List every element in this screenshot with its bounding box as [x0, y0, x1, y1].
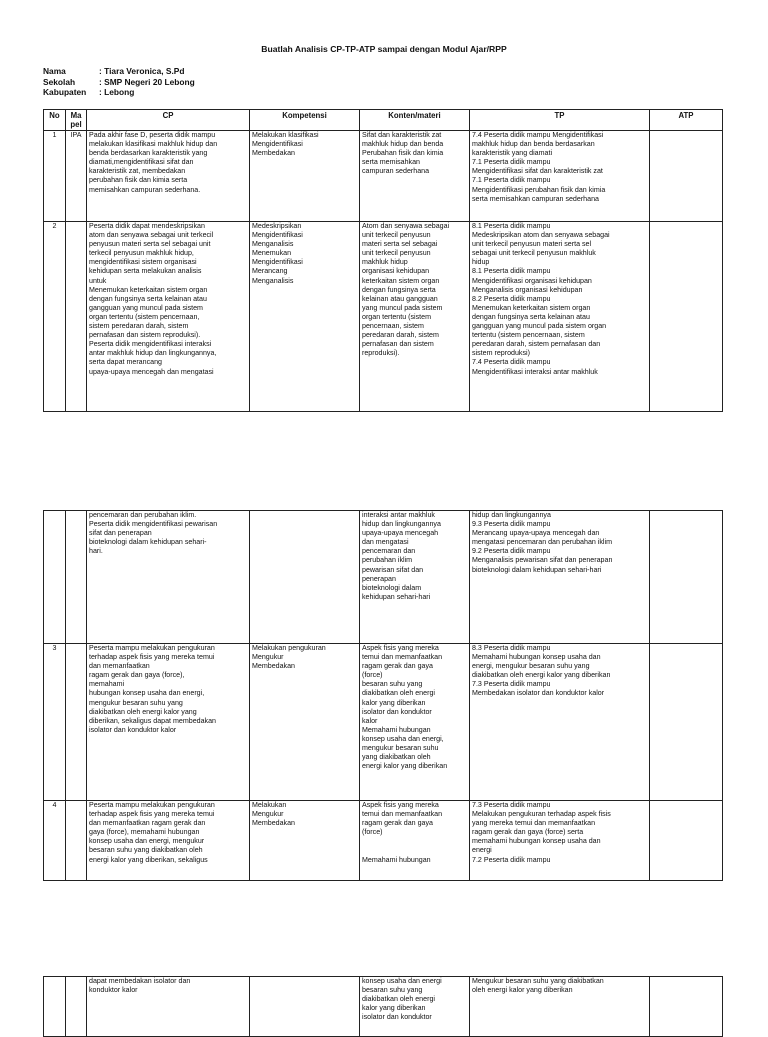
cell-text-line: kehidupan serta melakukan analisis	[89, 267, 202, 276]
cell-text-line: Memahami hubungan	[362, 855, 431, 864]
cell-text-line: kalor	[362, 716, 378, 725]
cell-atp	[650, 222, 723, 412]
cell-text-line: Membedakan	[252, 662, 295, 671]
cell-text-line: peredaran darah, sistem	[362, 331, 439, 340]
identity-row-name	[43, 66, 195, 77]
cell-text-line: interaksi antar makhluk	[362, 511, 435, 519]
cell-text-line: memahami hubungan konsep usaha dan	[472, 837, 601, 846]
cell-text-line: kehidupan sehari-hari	[362, 592, 431, 601]
cell-text-line	[362, 837, 467, 846]
cell-text-line: mengukur besaran suhu yang	[89, 698, 183, 707]
cell-text-line: unit terkecil penyusun materi serta sel	[472, 240, 592, 249]
cell-text-line: tertentu (sistem pencernaan, sistem	[472, 331, 585, 340]
cell-text-line: pernafasan dan sistem reproduksi).	[89, 331, 201, 340]
cell-text-line: serta memisahkan campuran sederhana	[472, 194, 599, 203]
identity-label: Nama	[43, 66, 66, 76]
table-header-row	[44, 110, 723, 131]
cell-text-line: sifat dan penerapan	[89, 529, 152, 538]
cell-text-line: Aspek fisis yang mereka	[362, 644, 439, 652]
cell-text-line: Membedakan	[252, 819, 295, 828]
cell-tp	[470, 644, 650, 801]
cell-text-line: hubungan konsep usaha dan energi,	[89, 689, 205, 698]
cell-text-line: temui dan memanfaatkan	[362, 810, 443, 819]
cell-text-line: Peserta didik mengidentifikasi pewarisan	[89, 520, 218, 529]
cell-text-line: hari.	[89, 547, 103, 556]
cell-cp	[87, 222, 250, 412]
table-row	[44, 644, 723, 801]
analysis-table-page-3	[43, 976, 723, 1037]
cell-text-line: 7.2 Peserta didik mampu	[472, 855, 551, 864]
cell-text-line: diakibatkan oleh energi kalor yang	[89, 707, 197, 716]
cell-text-line: Mengidentifikasi	[252, 140, 303, 149]
cell-mapel	[66, 801, 87, 881]
cell-text-line: terhadap aspek fisis yang mereka temui	[89, 810, 215, 819]
cell-text-line: 8.3 Peserta didik mampu	[472, 644, 551, 652]
identity-value: : Tiara Veronica, S.Pd	[99, 66, 185, 76]
cell-text-line: konsep usaha dan energi,	[362, 734, 444, 743]
table-row	[44, 801, 723, 881]
cell-text-line: energi kalor yang diberikan	[362, 762, 448, 771]
identity-row-school	[43, 77, 195, 88]
cell-text-line: mengatasi pencemaran dan perubahan iklim	[472, 538, 612, 547]
cell-text-line: karakteristik zat, membedakan	[89, 167, 186, 176]
cell-text-line: campuran sederhana	[362, 167, 430, 176]
header-konten: Konten/materi	[360, 110, 470, 131]
cell-tp	[470, 131, 650, 222]
cell-text-line: gaya (force), memahami hubungan	[89, 828, 200, 837]
cell-text-line: ragam gerak dan gaya (force),	[89, 671, 185, 680]
cell-text-line: peredaran darah, sistem pernafasan dan	[472, 340, 601, 349]
cell-mapel	[66, 222, 87, 412]
cell-text-line: besaran suhu yang	[362, 986, 423, 995]
cell-text-line: 7.4 Peserta didik mampu	[472, 358, 551, 367]
cell-text-line: pewarisan sifat dan	[362, 565, 424, 574]
cell-text-line: Membedakan	[252, 149, 295, 158]
cell-text-line: unit terkecil penyusun	[362, 231, 431, 240]
cell-text-line: Menganalisis organisasi kehidupan	[472, 285, 583, 294]
cell-text-line: Peserta didik mengidentifikasi interaksi	[89, 340, 212, 349]
cell-konten	[360, 222, 470, 412]
analysis-table-page-1	[43, 109, 723, 412]
cell-text-line: 9.2 Peserta didik mampu	[472, 547, 551, 556]
cell-text-line: 7.1 Peserta didik mampu	[472, 176, 551, 185]
cell-text-line: Mengidentifikasi	[252, 258, 303, 267]
cell-text-line: Melakukan pengukuran terhadap aspek fisis	[472, 810, 611, 819]
cell-kompetensi	[250, 511, 360, 644]
cell-text-line: dan mengatasi	[362, 538, 409, 547]
cell-text-line: karakteristik yang diamati	[472, 149, 553, 158]
cell-tp	[470, 222, 650, 412]
cell-text-line: ragam gerak dan gaya	[362, 819, 433, 828]
cell-konten	[360, 644, 470, 801]
header-kompetensi: Kompetensi	[250, 110, 360, 131]
cell-kompetensi	[250, 131, 360, 222]
cell-text-line: yang muncul pada sistem	[362, 303, 443, 312]
cell-text-line: temui dan memanfaatkan	[362, 653, 443, 662]
cell-text-line: energi, mengukur besaran suhu yang	[472, 662, 590, 671]
cell-text-line: kalor yang diberikan	[362, 698, 426, 707]
cell-text-line: Mengidentifikasi perubahan fisik dan kimia	[472, 185, 606, 194]
identity-value: : Lebong	[99, 87, 135, 98]
cell-text-line: (force)	[362, 828, 383, 837]
cell-text-line: organ tertentu (sistem	[362, 312, 431, 321]
cell-text-line: Merancang upaya-upaya mencegah dan	[472, 529, 600, 538]
header-cp: CP	[87, 110, 250, 131]
cell-text-line: Mengidentifikasi organisasi kehidupan	[472, 276, 592, 285]
cell-text-line: unit terkecil penyusun	[362, 249, 431, 258]
cell-text-line: sebagai unit terkecil penyusun makhluk	[472, 249, 596, 258]
cell-text-line: Mengukur	[252, 810, 284, 819]
cell-kompetensi	[250, 801, 360, 881]
cell-text-line: Membedakan isolator dan konduktor kalor	[472, 689, 605, 698]
cell-text-line: upaya-upaya mencegah dan mengatasi	[89, 367, 214, 376]
cell-text-line: pencemaran dan perubahan iklim.	[89, 511, 197, 519]
cell-text-line: 8.1 Peserta didik mampu	[472, 222, 551, 230]
cell-text-line: oleh energi kalor yang diberikan	[472, 986, 573, 995]
cell-text-line: mengidentifikasi sistem organisasi	[89, 258, 197, 267]
cell-text-line: Medeskripsikan atom dan senyawa sebagai	[472, 231, 610, 240]
cell-cp	[87, 977, 250, 1037]
cell-mapel	[66, 977, 87, 1037]
cell-text-line: organ tertentu (sistem pencernaan,	[89, 312, 200, 321]
cell-text-line: hidup	[472, 258, 490, 267]
cell-text-line: dapat membedakan isolator dan	[89, 977, 191, 985]
cell-cp	[87, 644, 250, 801]
cell-text-line: isolator dan konduktor	[362, 1013, 432, 1022]
cell-text-line: diakibatkan oleh energi kalor yang diberikan	[472, 671, 611, 680]
cell-text-line: Mengidentifikasi	[252, 231, 303, 240]
cell-konten	[360, 977, 470, 1037]
cell-konten	[360, 131, 470, 222]
cell-text-line: Menganalisis	[252, 276, 294, 285]
cell-text-line: diakibatkan oleh energi	[362, 995, 435, 1004]
cell-text-line: sistem reproduksi)	[472, 349, 530, 358]
cell-text-line: keterkaitan sistem organ	[362, 276, 440, 285]
cell-text-line: mengukur besaran suhu	[362, 744, 439, 753]
cell-text-line: Menganalisis	[252, 240, 294, 249]
cell-cp	[87, 131, 250, 222]
cell-text-line: atom dan senyawa sebagai unit terkecil	[89, 231, 214, 240]
cell-text-line: pencernaan, sistem	[362, 322, 424, 331]
cell-text-line: Peserta mampu melakukan pengukuran	[89, 644, 215, 652]
header-no: No	[44, 110, 66, 131]
cell-text-line: isolator dan konduktor	[362, 707, 432, 716]
cell-text-line: (force)	[362, 671, 383, 680]
cell-text-line: kelainan atau gangguan	[362, 294, 438, 303]
cell-konten	[360, 511, 470, 644]
cell-mapel	[66, 644, 87, 801]
cell-text-line: kalor yang diberikan	[362, 1004, 426, 1013]
header-atp: ATP	[650, 110, 723, 131]
cell-text-line: makhluk hidup dan benda	[362, 140, 444, 149]
cell-text-line: hidup dan lingkungannya	[362, 520, 441, 529]
cell-text-line: Medeskripsikan	[252, 222, 302, 230]
cell-text-line: Melakukan pengukuran	[252, 644, 326, 652]
cell-text-line: memisahkan campuran sederhana.	[89, 185, 201, 194]
cell-text-line: penerapan	[362, 574, 396, 583]
cell-text-line: Memahami hubungan konsep usaha dan	[472, 653, 601, 662]
cell-text-line: perubahan fisik dan kimia serta	[89, 176, 188, 185]
cell-tp	[470, 801, 650, 881]
cell-konten	[360, 801, 470, 881]
cell-text-line: organisasi kehidupan	[362, 267, 430, 276]
cell-text-line: Memahami hubungan	[362, 725, 431, 734]
document-title: Buatlah Analisis CP-TP-ATP sampai dengan Modul Ajar/RPP	[261, 44, 507, 54]
cell-no: 3	[44, 644, 66, 801]
identity-label: Sekolah	[43, 76, 76, 87]
cell-text-line: pernafasan dan sistem	[362, 340, 434, 349]
cell-text-line: Mengidentifikasi sifat dan karakteristik zat	[472, 167, 603, 176]
table-row	[44, 131, 723, 222]
cell-kompetensi	[250, 644, 360, 801]
cell-text-line: yang diakibatkan oleh	[362, 753, 431, 762]
cell-text-line: dengan fungsinya serta	[362, 285, 436, 294]
cell-text-line: diakibatkan oleh energi	[362, 689, 435, 698]
cell-text-line: dengan fungsinya serta kelainan atau	[89, 294, 207, 303]
cell-text-line: 7.4 Peserta didik mampu Mengidentifikasi	[472, 131, 604, 139]
cell-text-line: 7.1 Peserta didik mampu	[472, 158, 551, 167]
table-row	[44, 222, 723, 412]
cell-text-line: Aspek fisis yang mereka	[362, 801, 439, 809]
cell-text-line: 8.1 Peserta didik mampu	[472, 267, 551, 276]
cell-atp	[650, 801, 723, 881]
cell-text-line: Perubahan fisik dan kimia	[362, 149, 444, 158]
cell-text-line: Sifat dan karakteristik zat	[362, 131, 442, 139]
cell-text-line: dan memanfaatkan	[89, 662, 150, 671]
cell-text-line: memahami	[89, 680, 125, 689]
cell-atp	[650, 977, 723, 1037]
cell-no: 2	[44, 222, 66, 412]
cell-text-line: makhluk hidup	[362, 258, 408, 267]
cell-text-line: bioteknologi dalam kehidupan sehari-	[89, 538, 207, 547]
cell-text-line: ragam gerak dan gaya (force) serta	[472, 828, 584, 837]
cell-kompetensi	[250, 222, 360, 412]
cell-text-line: bioteknologi dalam kehidupan sehari-hari	[472, 565, 602, 574]
table-row	[44, 511, 723, 644]
cell-text-line: gangguan yang muncul pada sistem	[89, 303, 203, 312]
cell-text-line: 8.2 Peserta didik mampu	[472, 294, 551, 303]
cell-text-line: sistem peredaran darah, sistem	[89, 322, 189, 331]
cell-atp	[650, 511, 723, 644]
cell-text-line: ragam gerak dan gaya	[362, 662, 433, 671]
cell-text-line: Mengidentifikasi interaksi antar makhluk	[472, 367, 598, 376]
cell-text-line: hidup dan lingkungannya	[472, 511, 551, 519]
cell-text-line: Mengukur	[252, 653, 284, 662]
cell-text-line: besaran suhu yang	[362, 680, 423, 689]
cell-text-line: besaran suhu yang diakibatkan oleh	[89, 846, 203, 855]
cell-text-line: Menemukan	[252, 249, 292, 258]
cell-text-line	[362, 846, 467, 855]
cell-text-line: serta dapat merancang	[89, 358, 162, 367]
cell-text-line: gangguan yang muncul pada sistem organ	[472, 322, 607, 331]
cell-text-line: Menganalisis pewarisan sifat dan penerapan	[472, 556, 613, 565]
cell-text-line: Pada akhir fase D, peserta didik mampu	[89, 131, 216, 139]
identity-row-regency	[43, 87, 195, 98]
cell-text-line: diamati,mengidentifikasi sifat dan	[89, 158, 194, 167]
cell-text-line: Melakukan klasifikasi	[252, 131, 319, 139]
cell-text-line: Melakukan	[252, 801, 287, 809]
cell-tp	[470, 977, 650, 1037]
cell-text-line: upaya-upaya mencegah	[362, 529, 439, 538]
cell-text-line: reproduksi).	[362, 349, 400, 358]
cell-text-line: untuk	[89, 276, 107, 285]
identity-block	[43, 66, 195, 98]
cell-text-line: pencemaran dan	[362, 547, 416, 556]
cell-text-line: makhluk hidup dan benda berdasarkan	[472, 140, 595, 149]
cell-text-line: serta memisahkan	[362, 158, 420, 167]
cell-mapel	[66, 511, 87, 644]
cell-text-line: Merancang	[252, 267, 288, 276]
header-mapel: Ma pel	[66, 110, 87, 131]
cell-text-line: benda berdasarkan karakteristik yang	[89, 149, 208, 158]
cell-cp	[87, 801, 250, 881]
analysis-table-page-2	[43, 510, 723, 881]
cell-text-line: bioteknologi dalam	[362, 583, 422, 592]
cell-text-line: Atom dan senyawa sebagai	[362, 222, 450, 230]
cell-mapel: IPA	[66, 131, 87, 222]
cell-cp	[87, 511, 250, 644]
cell-no	[44, 977, 66, 1037]
identity-value: : SMP Negeri 20 Lebong	[99, 76, 195, 87]
cell-text-line: Menemukan keterkaitan sistem organ	[472, 303, 591, 312]
cell-no	[44, 511, 66, 644]
cell-text-line: energi kalor yang diberikan, sekaligus	[89, 855, 208, 864]
cell-text-line: 9.3 Peserta didik mampu	[472, 520, 551, 529]
cell-text-line: materi serta sel sebagai	[362, 240, 438, 249]
cell-text-line: diberikan, sekaligus dapat membedakan	[89, 716, 216, 725]
header-tp: TP	[470, 110, 650, 131]
cell-text-line: Menemukan keterkaitan sistem organ	[89, 285, 208, 294]
cell-text-line: Mengukur besaran suhu yang diakibatkan	[472, 977, 604, 985]
cell-text-line: antar makhluk hidup dan lingkungannya,	[89, 349, 217, 358]
cell-text-line: penyusun materi serta sel sebagai unit	[89, 240, 211, 249]
cell-text-line: Peserta mampu melakukan pengukuran	[89, 801, 215, 809]
cell-text-line: dengan fungsinya serta kelainan atau	[472, 312, 590, 321]
cell-text-line: terhadap aspek fisis yang mereka temui	[89, 653, 215, 662]
cell-text-line: perubahan iklim	[362, 556, 413, 565]
cell-text-line: isolator dan konduktor kalor	[89, 725, 177, 734]
cell-atp	[650, 644, 723, 801]
cell-no: 4	[44, 801, 66, 881]
cell-text-line: terkecil penyusun makhluk hidup,	[89, 249, 194, 258]
cell-text-line: dan memanfaatkan ragam gerak dan	[89, 819, 206, 828]
cell-atp	[650, 131, 723, 222]
cell-text-line: konsep usaha dan energi, mengukur	[89, 837, 205, 846]
cell-no: 1	[44, 131, 66, 222]
cell-text-line: yang mereka temui dan memanfaatkan	[472, 819, 596, 828]
cell-text-line: energi	[472, 846, 492, 855]
identity-label: Kabupaten	[43, 87, 87, 98]
cell-text-line: 7.3 Peserta didik mampu	[472, 801, 551, 809]
cell-text-line: 7.3 Peserta didik mampu	[472, 680, 551, 689]
table-row	[44, 977, 723, 1037]
cell-tp	[470, 511, 650, 644]
cell-text-line: melakukan klasifikasi makhluk hidup dan	[89, 140, 218, 149]
cell-text-line: konduktor kalor	[89, 986, 138, 995]
cell-text-line: Peserta didik dapat mendeskripsikan	[89, 222, 205, 230]
cell-kompetensi	[250, 977, 360, 1037]
cell-text-line: konsep usaha dan energi	[362, 977, 442, 985]
